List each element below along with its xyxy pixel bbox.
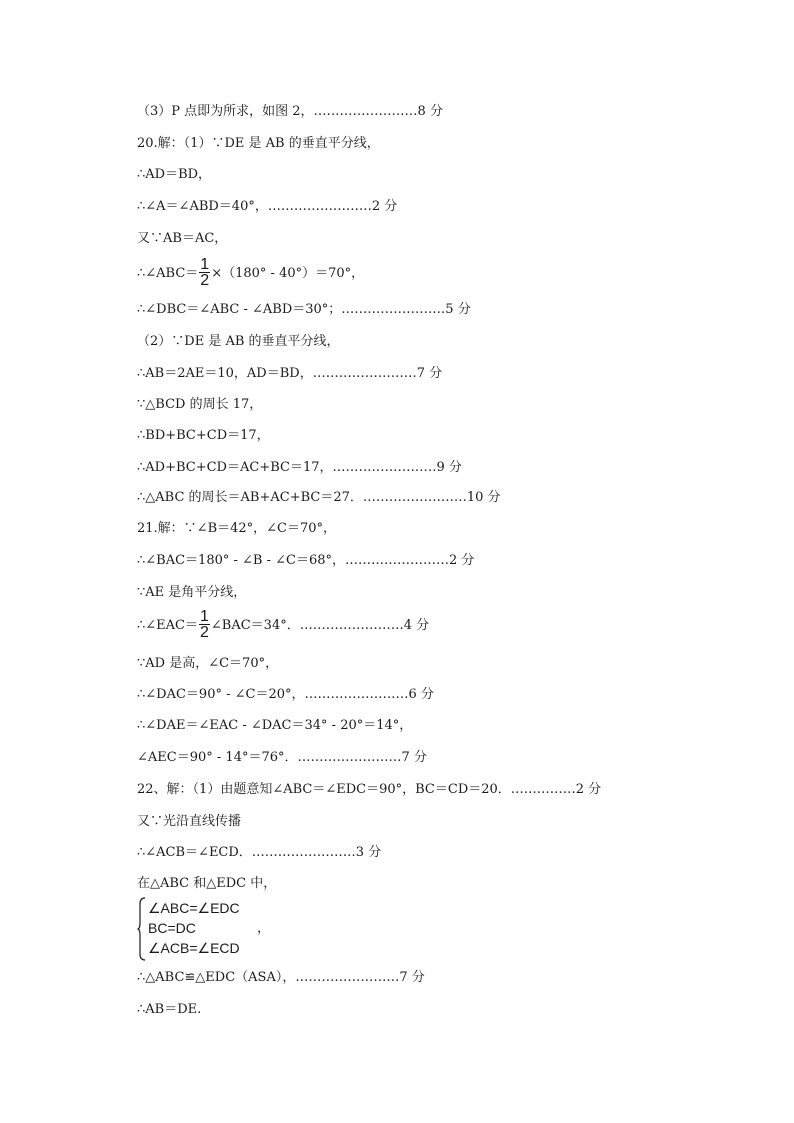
text-segment: ∴∠ABC＝ <box>137 266 199 281</box>
equation-row: ∠ACB=∠ECD <box>148 940 240 956</box>
equation-system-rows <box>148 898 240 958</box>
fraction <box>199 609 210 640</box>
answer-line: （3）P 点即为所求，如图 2，……………………8 分 <box>137 104 443 119</box>
answer-line: ∴BD+BC+CD＝17， <box>137 428 270 443</box>
answer-line: 20.解：（1）∵DE 是 AB 的垂直平分线， <box>137 136 380 151</box>
equation-row: ∠ABC=∠EDC <box>148 900 240 916</box>
answer-line: ∴△ABC 的周长＝AB+AC+BC＝27．……………………10 分 <box>137 490 501 505</box>
equation-system <box>137 897 337 961</box>
answer-line: 22、解：（1）由题意知∠ABC＝∠EDC＝90°，BC＝CD＝20．……………2 分 <box>137 782 602 797</box>
answer-line: 在△ABC 和△EDC 中， <box>137 876 277 891</box>
answer-line: ∴AB＝2AE＝10，AD＝BD，……………………7 分 <box>137 366 443 381</box>
text-segment: ∴∠EAC＝ <box>137 618 198 633</box>
answer-line: ∴△ABC≌△EDC（ASA），……………………7 分 <box>137 970 425 985</box>
answer-line: 21.解：∵∠B＝42°，∠C＝70°， <box>137 521 337 536</box>
left-brace-icon <box>137 897 147 961</box>
answer-line: （2）∵DE 是 AB 的垂直平分线， <box>137 334 340 349</box>
fraction <box>199 257 210 288</box>
answer-line: ∴∠DAE＝∠EAC - ∠DAC＝34° - 20°＝14°， <box>137 718 413 733</box>
text-segment: ∠BAC＝34°．……………………4 分 <box>210 618 430 633</box>
equation-row: BC=DC <box>148 920 196 936</box>
answer-line: ∠AEC＝90° - 14°＝76°．……………………7 分 <box>137 750 427 765</box>
answer-line: ∴∠DAC＝90° - ∠C＝20°，……………………6 分 <box>137 687 434 702</box>
answer-line: ∴∠A＝∠ABD＝40°，……………………2 分 <box>137 199 398 214</box>
answer-line: 又∵光沿直线传播 <box>137 814 242 829</box>
answer-line-with-fraction <box>137 258 364 290</box>
answer-line: ∴AB＝DE. <box>137 1002 202 1017</box>
text-segment: ×（180° - 40°）＝70°， <box>211 266 365 281</box>
answer-line: ∵AE 是角平分线， <box>137 585 247 600</box>
answer-line: ∴∠DBC＝∠ABC - ∠ABD＝30°；……………………5 分 <box>137 302 471 317</box>
answer-line: ∴AD＝BD， <box>137 167 212 182</box>
answer-line-with-fraction <box>137 610 429 642</box>
answer-line: ∵△BCD 的周长 17， <box>137 397 263 412</box>
answer-line: ∵AD 是高，∠C＝70°， <box>137 656 279 671</box>
fraction-numerator: 1 <box>200 256 210 273</box>
equation-system-comma: ， <box>257 921 271 936</box>
fraction-denominator: 2 <box>200 272 210 289</box>
fraction-numerator: 1 <box>200 608 209 625</box>
fraction-denominator: 2 <box>200 624 209 641</box>
answer-line: ∴∠ACB＝∠ECD．……………………3 分 <box>137 845 382 860</box>
answer-line: ∴AD+BC+CD＝AC+BC＝17，……………………9 分 <box>137 460 462 475</box>
answer-line: 又∵AB＝AC， <box>137 231 228 246</box>
answer-line: ∴∠BAC＝180° - ∠B - ∠C＝68°，……………………2 分 <box>137 553 475 568</box>
